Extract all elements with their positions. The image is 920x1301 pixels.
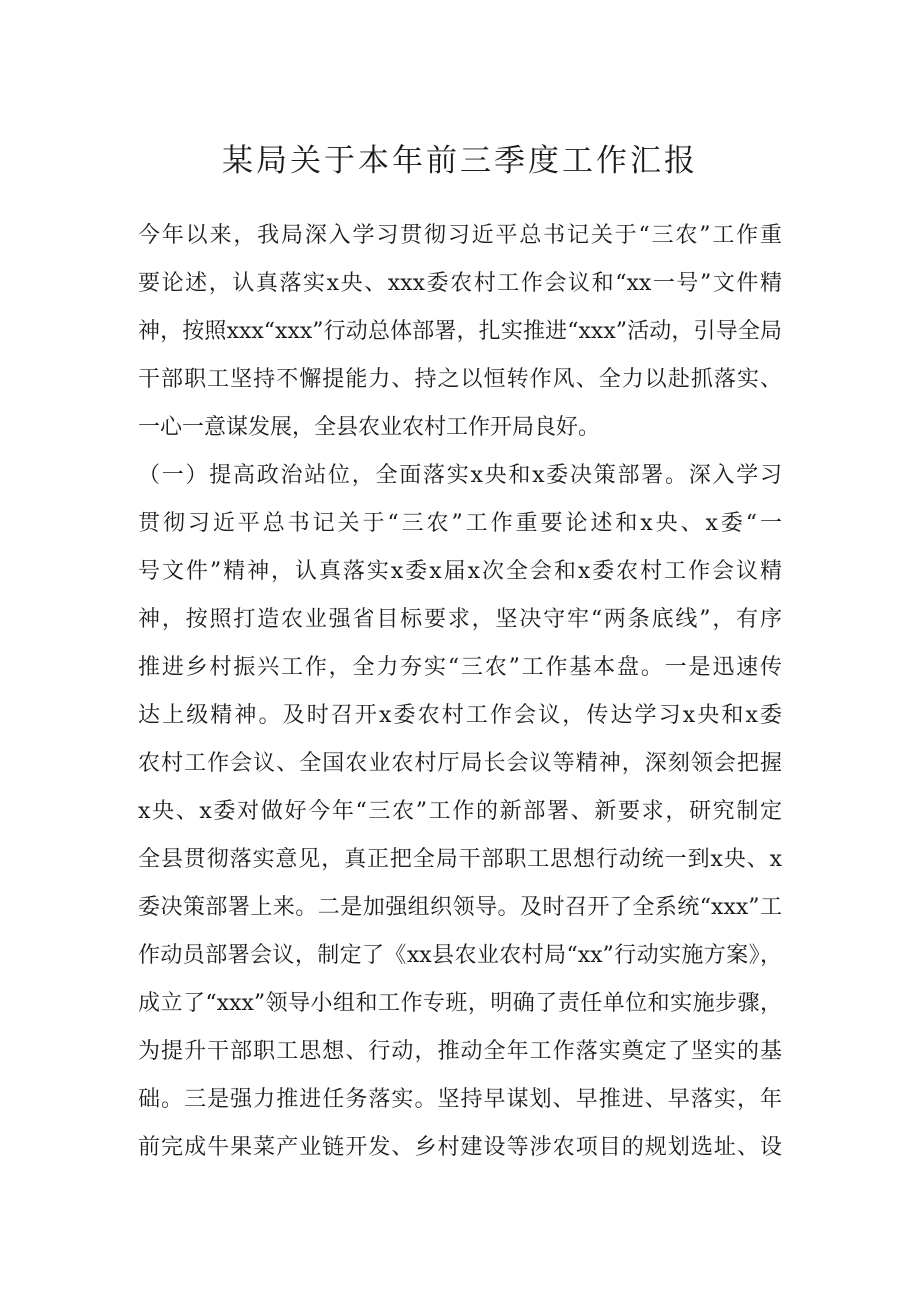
paragraph-1-line: 神，按照xxx“xxx”行动总体部署，扎实推进“xxx”活动，引导全局 [138, 319, 782, 344]
paragraph-1-line: 一心一意谋发展，全县农业农村工作开局良好。 [138, 415, 601, 440]
paragraph-2-line: 委决策部署上来。二是加强组织领导。及时召开了全系统“xxx”工 [138, 895, 782, 920]
paragraph-2-line: 全县贯彻落实意见，真正把全局干部职工思想行动统一到x央、x [138, 847, 782, 872]
paragraph-2-line: 为提升干部职工思想、行动，推动全年工作落实奠定了坚实的基 [138, 1039, 782, 1064]
paragraph-1-line: 干部职工坚持不懈提能力、持之以恒转作风、全力以赴抓落实、 [138, 367, 782, 392]
paragraph-2-line: 达上级精神。及时召开x委农村工作会议，传达学习x央和x委 [138, 703, 782, 728]
document-body [138, 212, 782, 1172]
paragraph-2-line: 成立了“xxx”领导小组和工作专班，明确了责任单位和实施步骤， [138, 991, 782, 1016]
paragraph-2-line: 号文件”精神，认真落实x委x届x次全会和x委农村工作会议精 [138, 559, 782, 584]
paragraph-2-line: 作动员部署会议，制定了《xx县农业农村局“xx”行动实施方案》， [138, 943, 782, 968]
paragraph-2-line: 础。三是强力推进任务落实。坚持早谋划、早推进、早落实，年 [138, 1087, 782, 1112]
paragraph-2-line: 前完成牛果菜产业链开发、乡村建设等涉农项目的规划选址、设 [138, 1135, 782, 1160]
paragraph-2-line: 神，按照打造农业强省目标要求，坚决守牢“两条底线”，有序 [138, 607, 782, 632]
paragraph-2-line: 贯彻习近平总书记关于“三农”工作重要论述和x央、x委“一 [138, 511, 782, 536]
paragraph-2-line: 农村工作会议、全国农业农村厅局长会议等精神，深刻领会把握 [138, 751, 782, 776]
document-title: 某局关于本年前三季度工作汇报 [222, 143, 698, 179]
paragraph-2-line: 推进乡村振兴工作，全力夯实“三农”工作基本盘。一是迅速传 [138, 655, 782, 680]
paragraph-1-line: 今年以来，我局深入学习贯彻习近平总书记关于“三农”工作重 [138, 223, 782, 248]
paragraph-2-line: x央、x委对做好今年“三农”工作的新部署、新要求，研究制定 [138, 799, 782, 824]
paragraph-2-line: （一）提高政治站位，全面落实x央和x委决策部署。深入学习 [138, 463, 782, 488]
paragraph-1-line: 要论述，认真落实x央、xxx委农村工作会议和“xx一号”文件精 [138, 271, 782, 296]
